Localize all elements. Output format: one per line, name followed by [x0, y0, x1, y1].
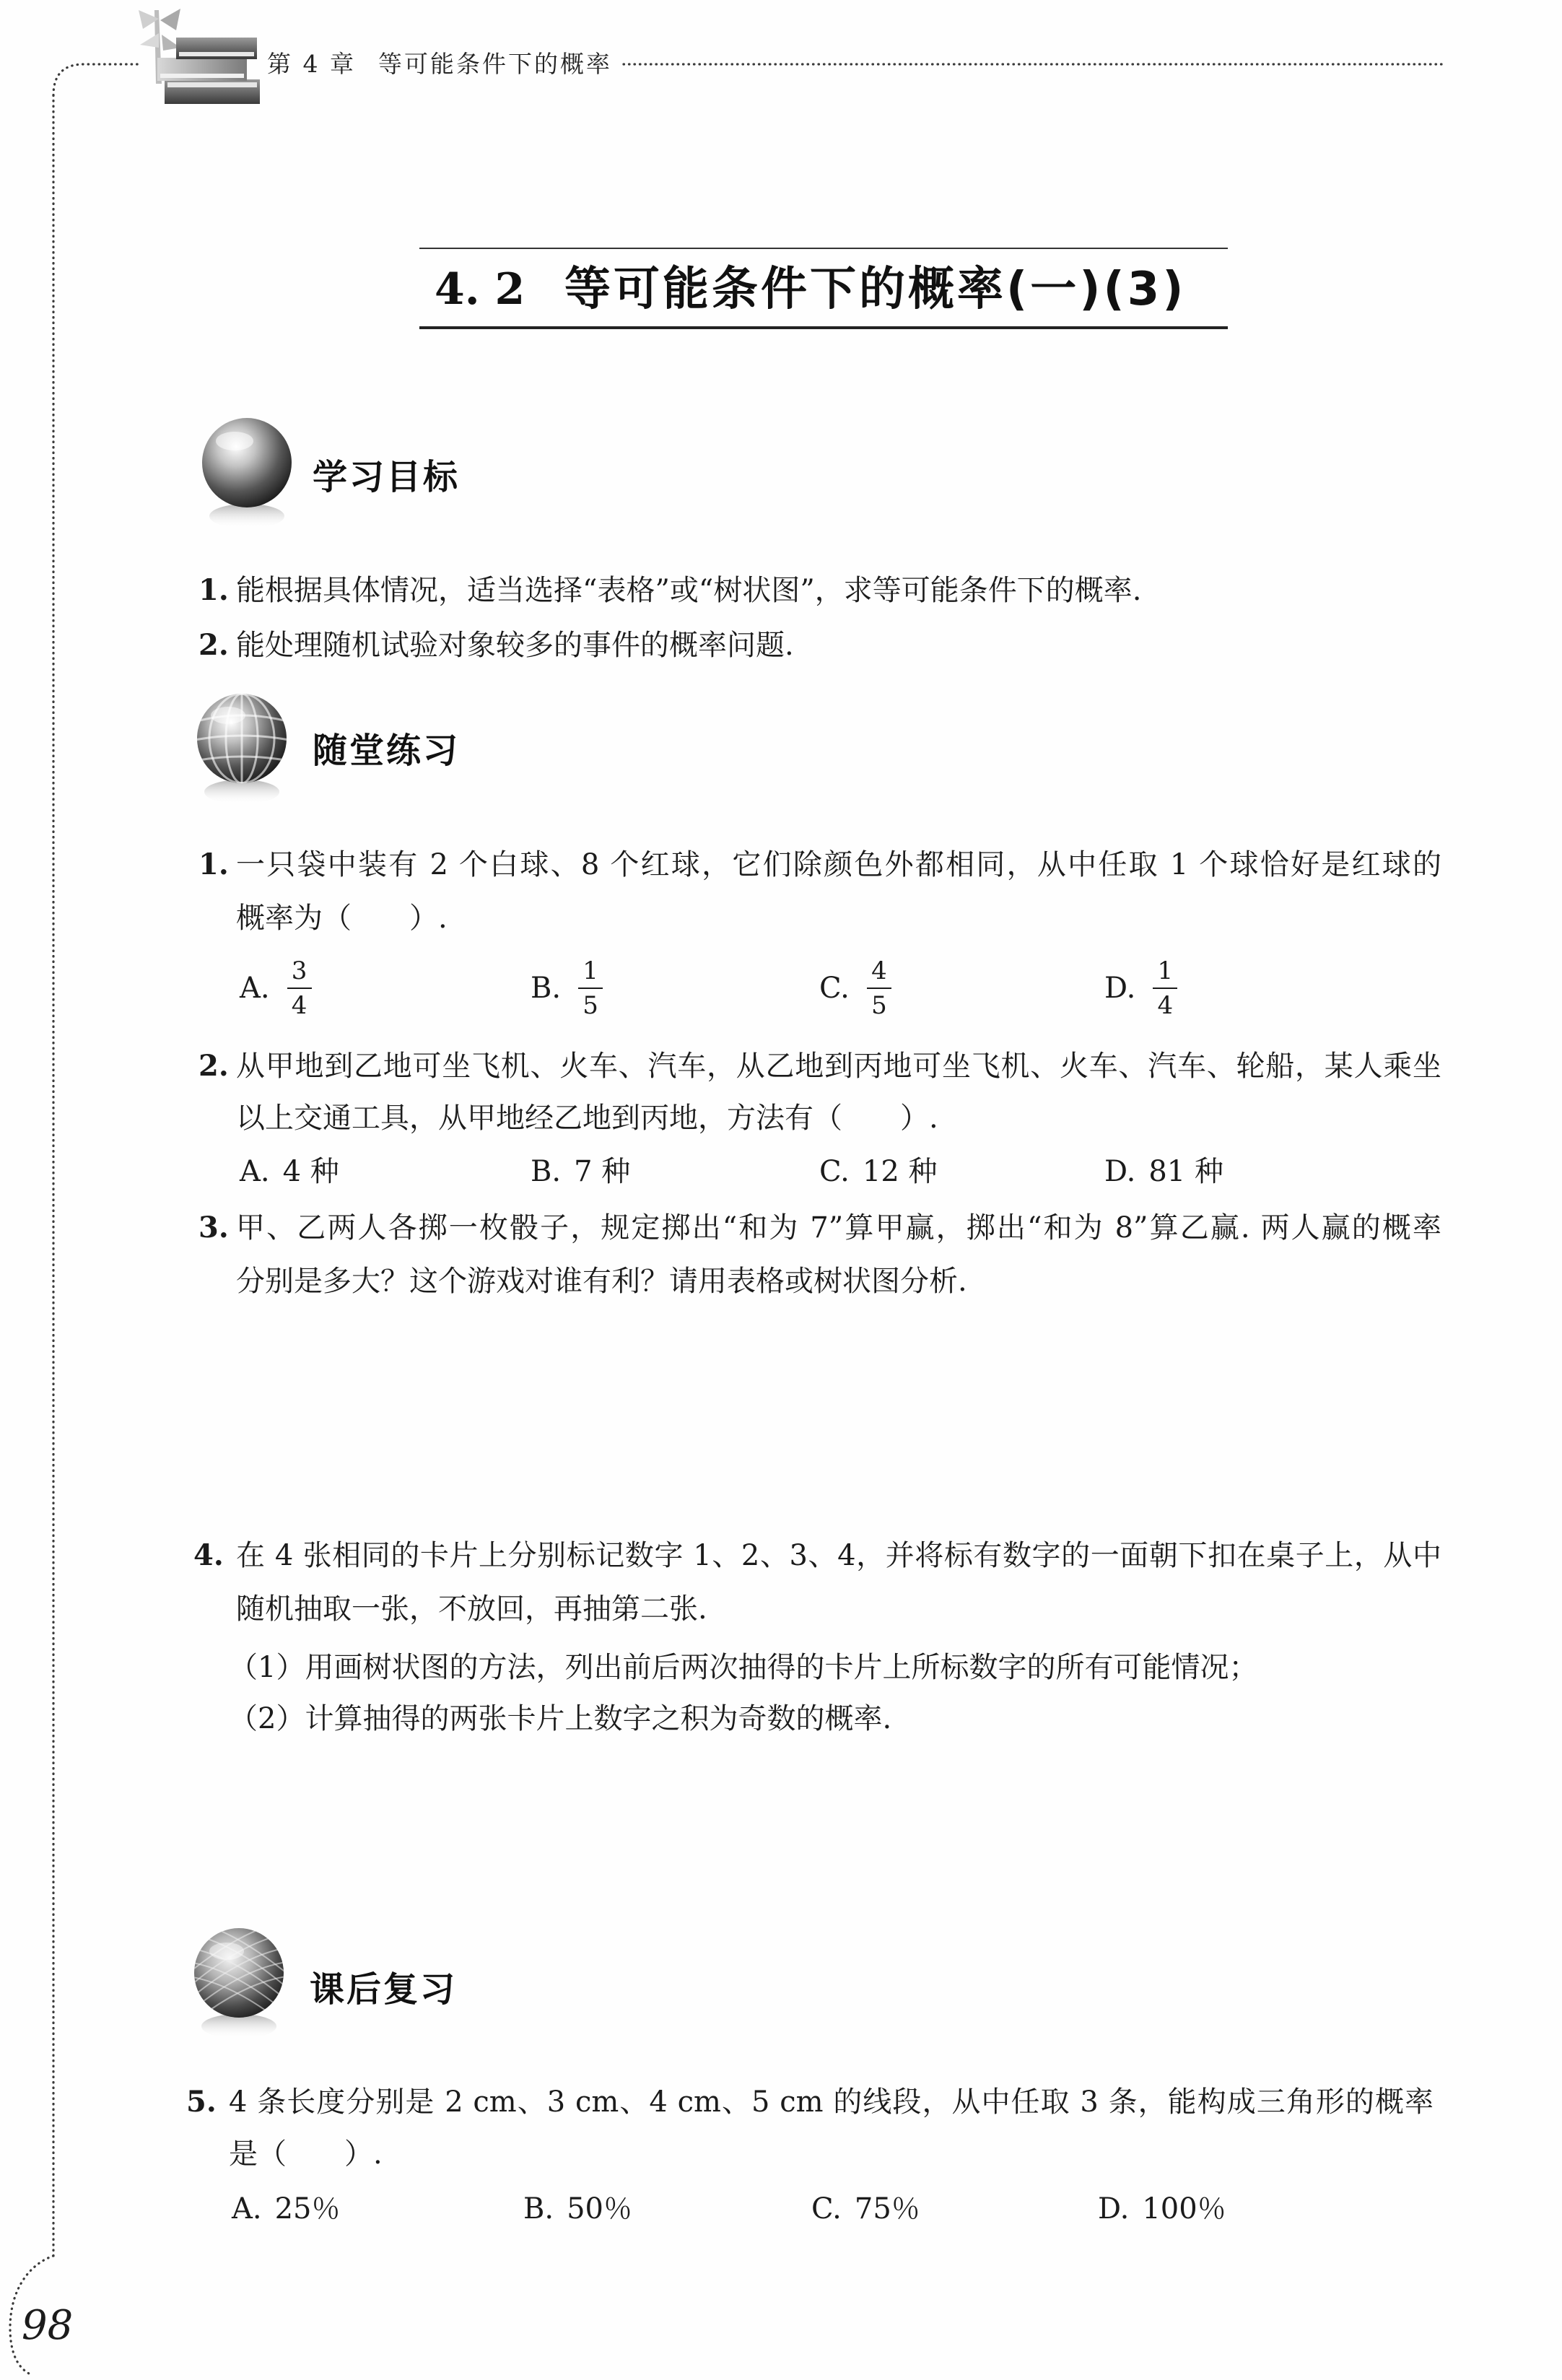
- page-number: 98: [22, 2302, 74, 2349]
- choice-option-a: [240, 1153, 339, 1190]
- choice-option-c: [819, 1153, 938, 1190]
- option-label: D.: [1104, 1155, 1136, 1188]
- fraction-denominator: 5: [871, 991, 887, 1020]
- option-label: D.: [1104, 972, 1136, 1005]
- fraction-denominator: 5: [583, 991, 598, 1020]
- option-label: B.: [523, 2192, 554, 2226]
- question-text-line: 随机抽取一张，不放回，再抽第二张.: [236, 1592, 707, 1626]
- choice-option-d: [1104, 949, 1177, 1028]
- objective-number: 2.: [198, 628, 229, 662]
- option-value: 12 种: [862, 1155, 938, 1188]
- fraction-numerator: 3: [291, 956, 307, 985]
- fraction-bar: [578, 988, 603, 989]
- books-icon: [133, 4, 263, 113]
- question-text-line: 甲、乙两人各掷一枚骰子，规定掷出“和为 7”算甲赢，掷出“和为 8”算乙赢. 两人赢的概率: [236, 1211, 1441, 1245]
- section-heading-practice: 随堂练习: [313, 731, 461, 771]
- choice-option-c: [819, 949, 891, 1028]
- question-number: 1.: [198, 847, 229, 881]
- section-heading-review: 课后复习: [310, 1969, 458, 2010]
- option-label: C.: [819, 972, 850, 1005]
- fraction-denominator: 4: [1157, 991, 1174, 1020]
- choice-option-a: [232, 2190, 341, 2228]
- option-label: A.: [232, 2192, 262, 2226]
- question-text-line: 以上交通工具，从甲地经乙地到丙地，方法有（ ）.: [236, 1102, 938, 1135]
- choice-option-b: [531, 949, 603, 1028]
- objective-text: 能处理随机试验对象较多的事件的概率问题.: [236, 629, 794, 662]
- question-number: 4.: [193, 1538, 224, 1572]
- option-value: 7 种: [574, 1155, 631, 1188]
- section-heading-objectives: 学习目标: [313, 457, 461, 497]
- question-text-line: 在 4 张相同的卡片上分别标记数字 1、2、3、4，并将标有数字的一面朝下扣在桌子上，从中: [236, 1539, 1441, 1572]
- choice-option-b: [531, 1153, 630, 1190]
- option-label: C.: [819, 1155, 850, 1188]
- option-label: A.: [240, 1155, 270, 1188]
- option-label: B.: [531, 972, 562, 1005]
- question-text-line: 一只袋中装有 2 个白球、8 个红球，它们除颜色外都相同，从中任取 1 个球恰好是红球的: [236, 848, 1441, 881]
- globe-icon: [193, 691, 290, 806]
- mesh-ball-icon: [191, 1925, 287, 2041]
- option-label: A.: [240, 972, 270, 1005]
- question-text-line: 从甲地到乙地可坐飞机、火车、汽车，从乙地到丙地可坐飞机、火车、汽车、轮船，某人乘坐: [236, 1050, 1441, 1083]
- fraction-numerator: 4: [871, 956, 887, 985]
- fraction-numerator: 1: [1157, 956, 1174, 985]
- sphere-icon: [198, 415, 295, 531]
- option-fraction: [1153, 956, 1177, 1020]
- objective-text: 能根据具体情况，适当选择“表格”或“树状图”，求等可能条件下的概率.: [236, 574, 1142, 607]
- option-value: 100％: [1142, 2192, 1226, 2226]
- choice-option-a: [240, 949, 312, 1028]
- header-chapter-title: 等可能条件下的概率: [378, 50, 612, 78]
- fraction-denominator: 4: [291, 991, 307, 1020]
- choice-option-c: [811, 2190, 920, 2228]
- header-chapter: 第 4 章: [267, 50, 356, 78]
- choice-option-d: [1098, 2190, 1226, 2228]
- option-value: 4 种: [282, 1155, 339, 1188]
- question-text-line: 4 条长度分别是 2 cm、3 cm、4 cm、5 cm 的线段，从中任取 3 条，能构成三角形的概率: [229, 2085, 1434, 2119]
- fraction-bar: [287, 988, 312, 989]
- page-title-number: 4. 2: [435, 264, 525, 315]
- question-text-line: 概率为（ ）.: [236, 902, 448, 935]
- option-fraction: [867, 956, 891, 1020]
- header-dotted-line-left: [53, 64, 139, 95]
- option-value: 25％: [274, 2192, 341, 2226]
- choice-option-d: [1104, 1153, 1223, 1190]
- question-subpart: （2）计算抽得的两张卡片上数字之积为奇数的概率.: [229, 1702, 892, 1735]
- question-text-line: 是（ ）.: [229, 2137, 383, 2171]
- option-value: 81 种: [1148, 1155, 1223, 1188]
- option-label: D.: [1098, 2192, 1130, 2226]
- page-title: 等可能条件下的概率(一)(3): [564, 263, 1187, 316]
- option-fraction: [578, 956, 603, 1020]
- question-number: 5.: [186, 2085, 217, 2119]
- question-text-line: 分别是多大？这个游戏对谁有利？请用表格或树状图分析.: [236, 1265, 967, 1298]
- question-number: 3.: [198, 1211, 229, 1245]
- option-value: 75％: [854, 2192, 920, 2226]
- option-label: C.: [811, 2192, 842, 2226]
- option-label: B.: [531, 1155, 562, 1188]
- choice-option-b: [523, 2190, 632, 2228]
- fraction-bar: [1153, 988, 1177, 989]
- fraction-numerator: 1: [583, 956, 598, 985]
- objective-number: 1.: [198, 573, 229, 607]
- option-value: 50％: [567, 2192, 633, 2226]
- fraction-bar: [867, 988, 891, 989]
- question-number: 2.: [198, 1049, 229, 1083]
- question-subpart: （1）用画树状图的方法，列出前后两次抽得的卡片上所标数字的所有可能情况；: [229, 1651, 1258, 1684]
- option-fraction: [287, 956, 312, 1020]
